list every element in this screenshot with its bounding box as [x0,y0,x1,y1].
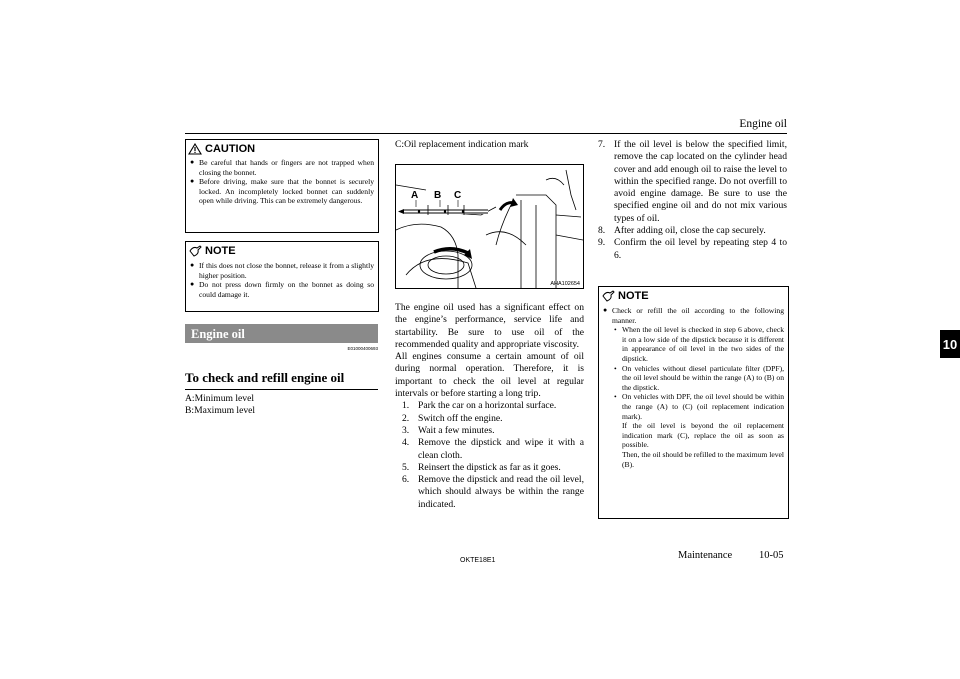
note-header [189,244,378,257]
legend-item-b: B:Maximum level [185,405,256,417]
chapter-tab: 10 [940,330,960,358]
warning-triangle-icon [188,143,202,155]
step-item: 2. Switch off the engine. [402,412,503,424]
bullet-icon: ● [190,158,195,166]
bullet-icon: ● [190,280,195,289]
note-continuation: Then, the oil should be refilled to the maximum level (B). [622,449,784,469]
caution-title: CAUTION [205,142,256,155]
step-item: 3. Wait a few minutes. [402,424,495,436]
footer-code: OKTE18E1 [460,557,496,564]
steps-list-1 [395,400,584,511]
sub-bullet-icon: • [614,325,617,335]
note-item: ● Check or refill the oil according to the following manner. [603,306,784,325]
step-item: 9. Confirm the oil level by repeating step 4 to 6. [598,237,787,261]
sub-bullet-icon: • [614,363,617,373]
note-icon [189,245,202,257]
step-item: 8. After adding oil, close the cap securely. [598,225,766,237]
paragraph-1: The engine oil used has a significant effect on the engine’s performance, service life and startability. Be sure to use oil of the recommended quality and appropriate viscosity. [395,302,584,350]
caution-item: ● Before driving, make sure that the bonnet is securely locked. An incompletely locked bonnet can suddenly open while driving. This can be extremely dangerous. [190,177,374,206]
subsection-title: To check and refill engine oil [185,370,378,390]
note-item: ● Do not press down firmly on the bonnet as doing so could damage it. [190,280,374,299]
bullet-icon: ● [190,261,195,269]
note-header [602,289,788,302]
body-text [395,302,584,511]
header-rule [185,133,787,134]
bullet-icon: ● [190,177,195,186]
note-title: NOTE [618,289,649,302]
footer-page-number: 10-05 [759,550,784,561]
paragraph-2: All engines consume a certain amount of oil during normal operation. Therefore, it is important to check the oil level at regular intervals or before starting a long trip. [395,351,584,400]
caution-box [185,139,379,233]
note-box [185,241,379,312]
bullet-icon: ● [603,306,608,314]
engine-figure [395,164,584,289]
figure-code: AHA102654 [550,281,580,287]
sub-bullet-icon: • [614,392,617,402]
note-item: ● If this does not close the bonnet, release it from a slightly higher position. [190,261,374,280]
note-subitem: • On vehicles with DPF, the oil level should be within the range (A) to (C) (oil replacement indication mark). [614,392,784,421]
legend [185,393,378,418]
step-item: 6. Remove the dipstick and read the oil level, which should always be within the range indicated. [402,474,584,510]
page-header-title: Engine oil [739,118,787,130]
note-continuation: If the oil level is beyond the oil replacement indication mark (C), replace the oil as soon as possible. [622,421,784,450]
legend-item-c: C:Oil replacement indication mark [395,139,529,150]
section-code: E01000400693 [347,346,378,351]
step-item: 4. Remove the dipstick and wipe it with a clean cloth. [402,437,584,461]
engine-illustration [396,165,583,288]
step-item: 7. If the oil level is below the specified limit, remove the cap located on the cylinder head cover and add enough oil to raise the level to within the specified range. Do not overfill to avoid engine damage. Be sure to use the specified engine oil and do not mix various types of oil. [598,139,787,224]
caution-header [188,142,378,155]
caution-item: ● Be careful that hands or fingers are not trapped when closing the bonnet. [190,158,374,177]
steps-list-2 [598,139,787,262]
figure-label-c: C [454,190,462,201]
note-box-2 [598,286,789,519]
legend-item-a: A:Minimum level [185,393,255,404]
footer-section: Maintenance [678,550,733,561]
figure-label-b: B [434,190,442,201]
step-item: 1. Park the car on a horizontal surface. [402,400,557,412]
note-icon [602,290,615,302]
figure-label-a: A [411,190,419,201]
note-subitem: • On vehicles without diesel particulate filter (DPF), the oil level should be within the range (A) to (B) on the dipstick. [614,363,784,392]
note-title: NOTE [205,244,236,257]
step-item: 5. Reinsert the dipstick as far as it goes. [402,461,561,473]
section-title: Engine oil [185,324,378,343]
note-subitem: • When the oil level is checked in step 6 above, check it on a low side of the dipstick because it is different in appearance of oil level in the two sides of the dipstick. [614,325,784,363]
